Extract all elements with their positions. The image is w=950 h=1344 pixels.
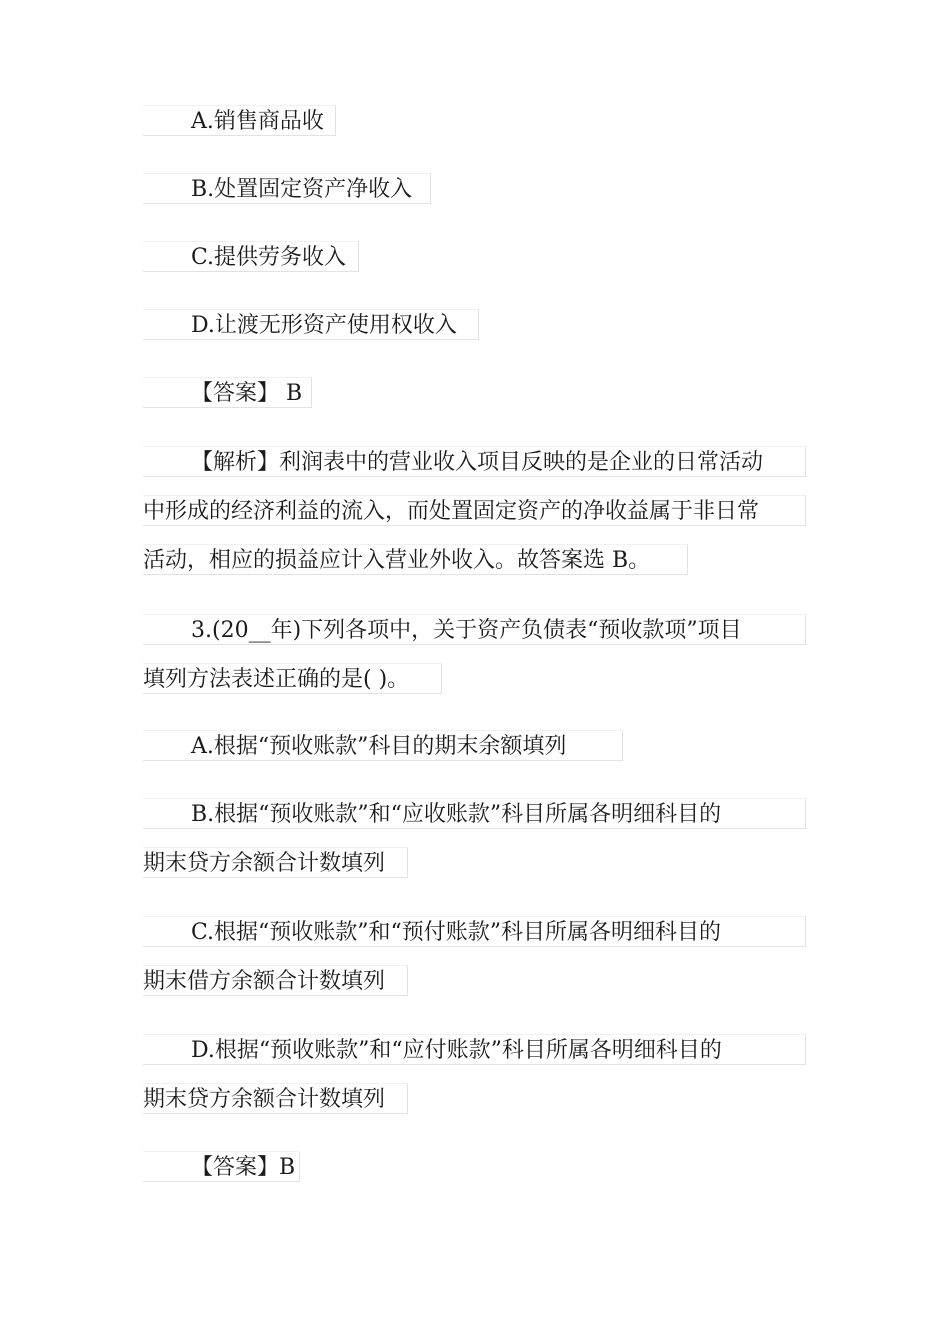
q3-option-d-line-2: 期末贷方余额合计数填列: [143, 1083, 408, 1114]
q2-option-d: D.让渡无形资产使用权收入: [143, 309, 479, 340]
q3-option-b-line-1: B.根据“预收账款”和“应收账款”科目所属各明细科目的: [143, 798, 806, 829]
q2-analysis-line-3: 活动，相应的损益应计入营业外收入。故答案选 B。: [143, 544, 688, 575]
q3-option-b-line-2: 期末贷方余额合计数填列: [143, 847, 408, 878]
q2-analysis-line-2: 中形成的经济利益的流入，而处置固定资产的净收益属于非日常: [143, 495, 806, 526]
q2-analysis-line-1: 【解析】利润表中的营业收入项目反映的是企业的日常活动: [143, 446, 806, 477]
q3-stem-line-1: 3.(20__年)下列各项中，关于资产负债表“预收款项”项目: [143, 614, 806, 645]
q3-option-c-line-1: C.根据“预收账款”和“预付账款”科目所属各明细科目的: [143, 916, 806, 947]
q2-answer: 【答案】 B: [143, 377, 312, 408]
q3-option-d-line-1: D.根据“预收账款”和“应付账款”科目所属各明细科目的: [143, 1034, 806, 1065]
q2-option-c: C.提供劳务收入: [143, 241, 359, 272]
q2-option-a: A.销售商品收: [143, 105, 336, 136]
q3-option-c-line-2: 期末借方余额合计数填列: [143, 965, 408, 996]
q2-option-b: B.处置固定资产净收入: [143, 173, 431, 204]
q3-option-a: A.根据“预收账款”科目的期末余额填列: [143, 730, 623, 761]
q3-stem-line-2: 填列方法表述正确的是( )。: [143, 663, 442, 694]
q3-answer: 【答案】B: [143, 1151, 300, 1182]
